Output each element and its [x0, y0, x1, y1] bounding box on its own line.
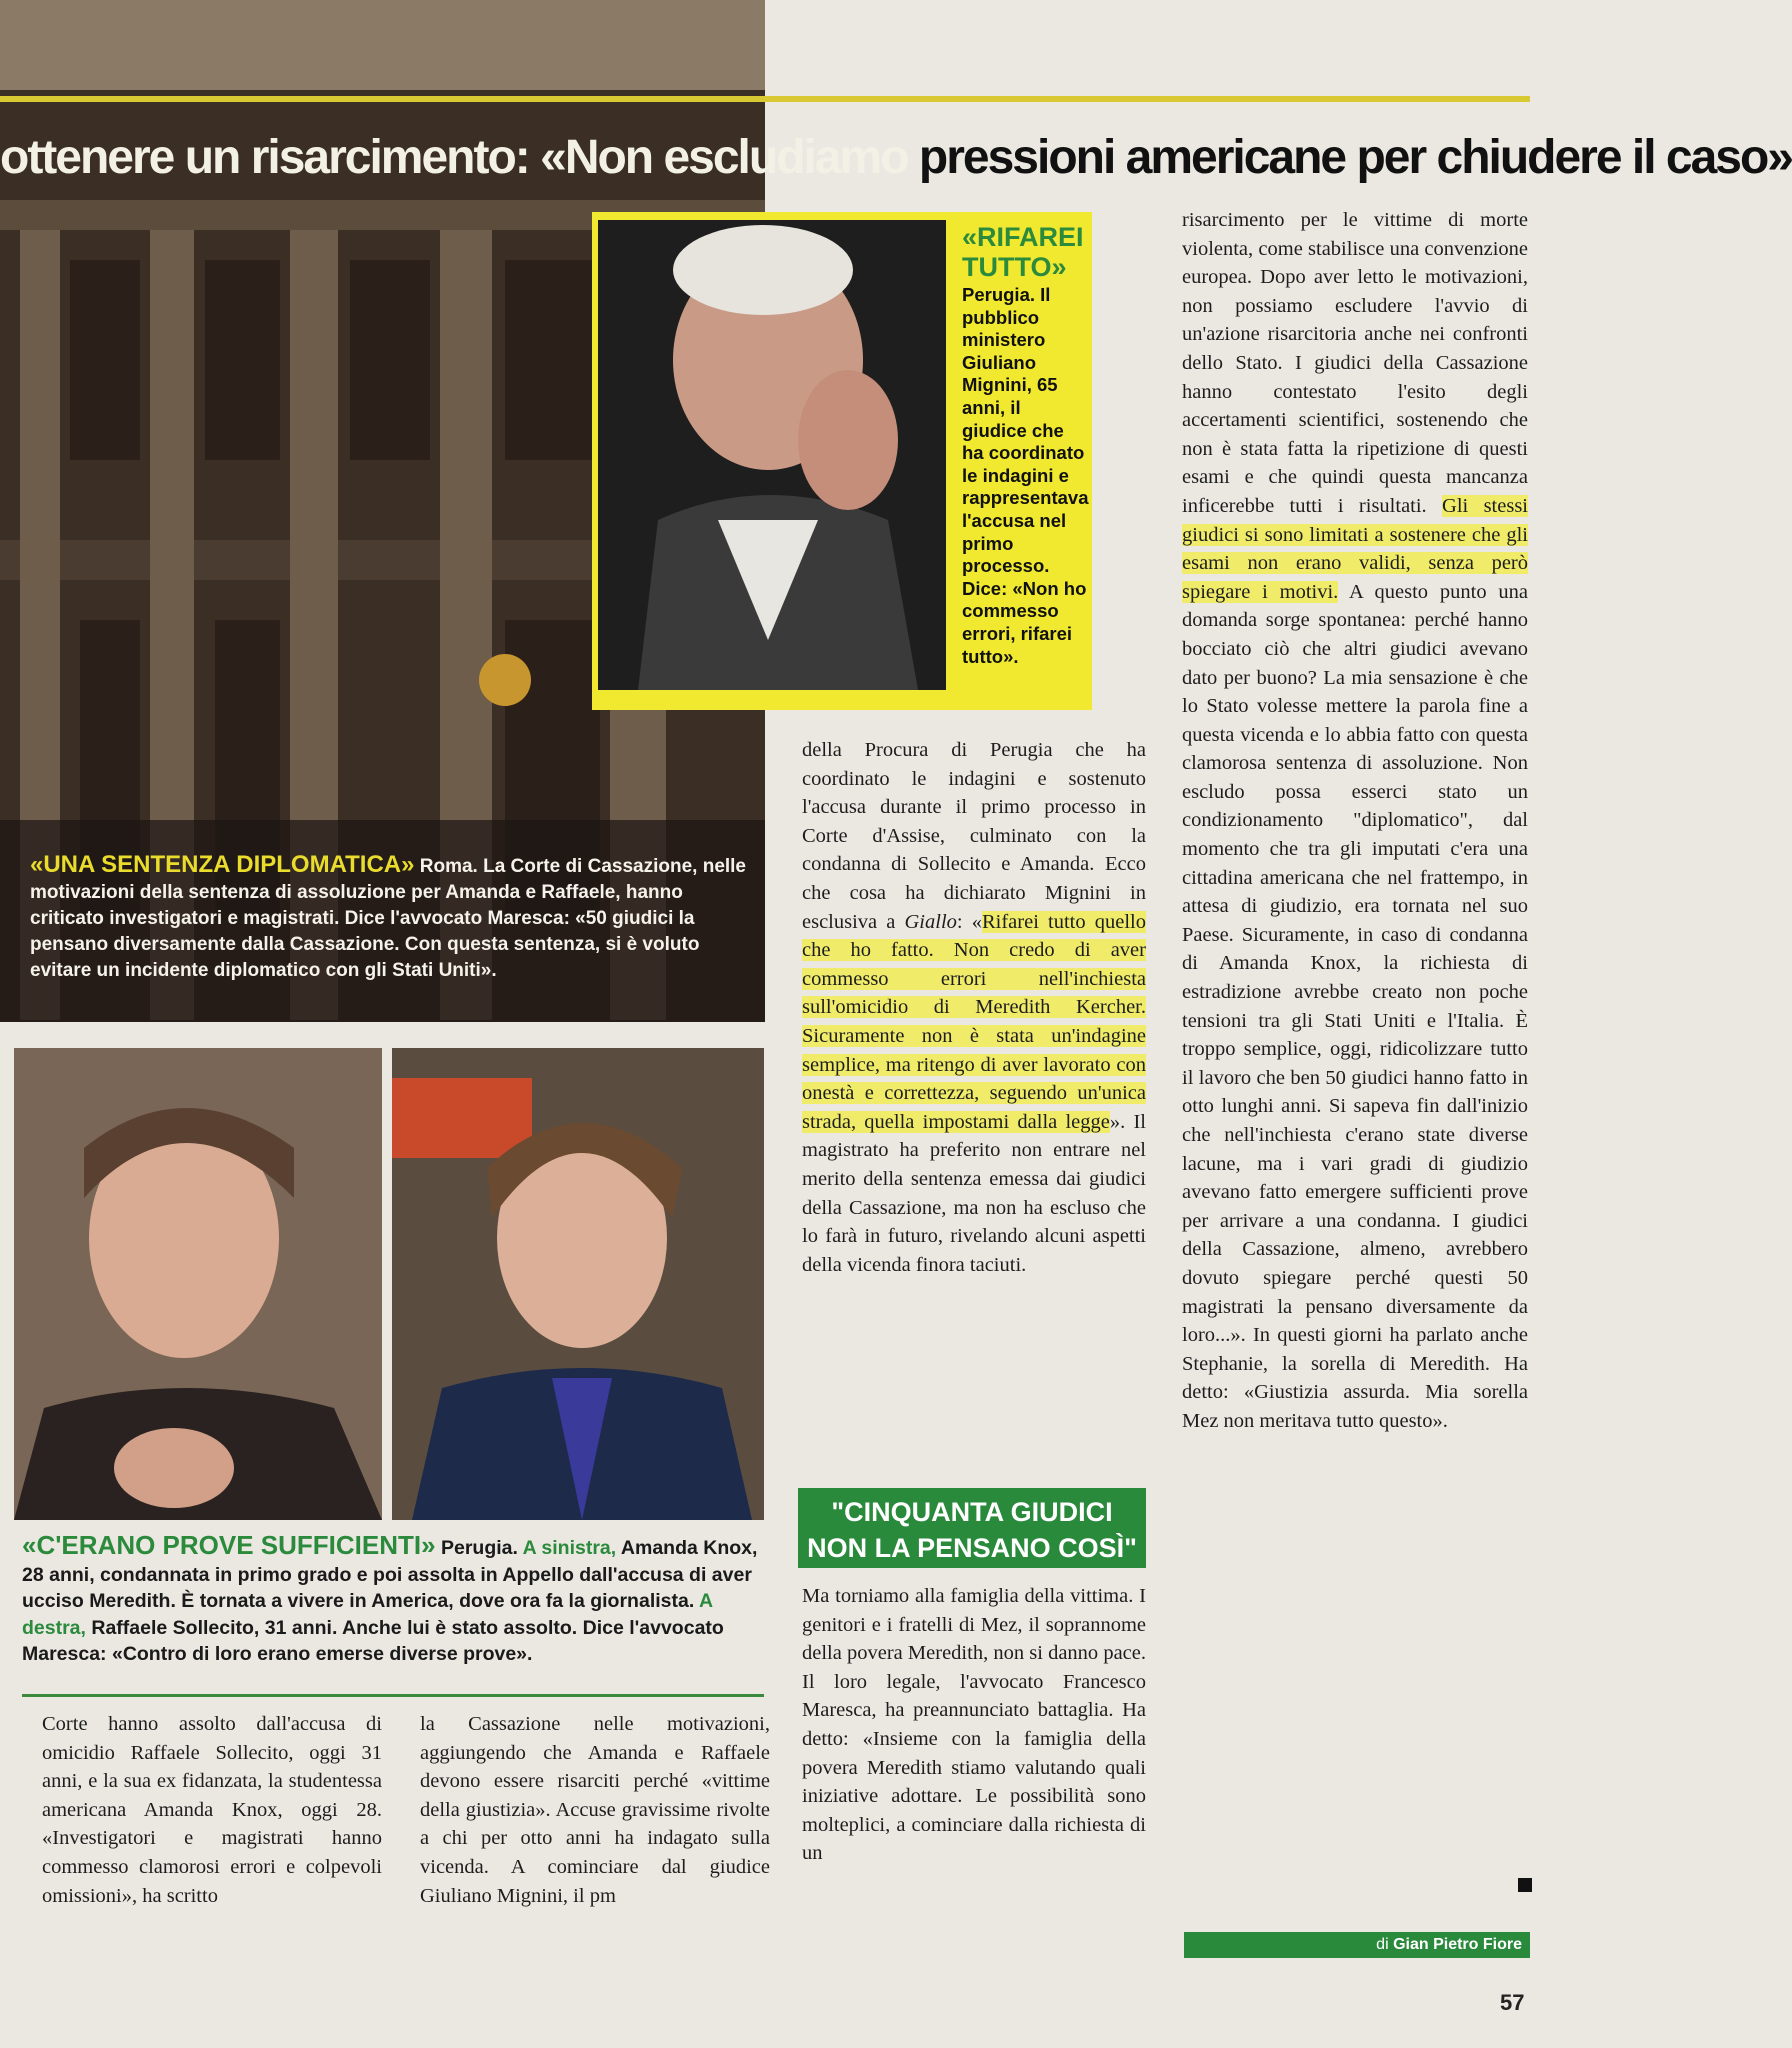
portraits-kicker: «C'ERANO PROVE SUFFICIENTI»: [22, 1530, 436, 1560]
headline-part-a: ottenere un risarcimento: «Non escludiamo: [0, 131, 908, 184]
judges-highlight: Gli stessi giudici si sono limitati a sostenere che gli esami non erano validi, senza però spiegare i motivi.: [1182, 494, 1528, 603]
col4-post: A questo punto una domanda sorge spontanea: perché hanno bocciato ciò che altri giudici avevano dato per buono? La mia sensazione è che lo Stato volesse mettere la parola fine a questa vicenda e lo abbia fatto con questa clamorosa sentenza di assoluzione. Non escludo possa esserci stato un condizionamento "diplomatico", dal momento che tra gli imputati c'era una cittadina americana che nel frattempo, in attesa di giudizio, era tornata nel suo Paese. Sicuramente, in caso di condanna di Amanda Knox, la richiesta di estradizione avrebbe creato non poche tensioni tra gli Stati Uniti e l'Italia. È troppo semplice, oggi, ridicolizzare tutto il lavoro che ben 50 giudici hanno fatto in otto lunghi anni. Si sapeva fin dall'inizio che nell'inchiesta c'erano state diverse lacune, ma i vari gradi di giudizio avevano fatto emergere sufficienti prove per arrivare a una condanna. I giudici della Cassazione, almeno, avrebbero dovuto spiegare perché questi 50 magistrati la pensano diversamente da loro...». In questi giorni ha parlato anche Stephanie, la sorella di Meredith. Ha detto: «Giustizia assurda. Mia sorella Mez non meritava tutto questo».: [1182, 580, 1528, 1432]
mignini-caption: [962, 222, 1090, 668]
left-text: Amanda Knox, 28 anni, condannata in primo grado e poi assolta in Appello dall'accusa di aver ucciso Meredith. È tornata a vivere in America, dove ora fa la giornalista.: [22, 1537, 758, 1612]
mignini-kicker: «RIFAREI TUTTO»: [962, 222, 1084, 282]
amanda-knox-photo: [14, 1048, 382, 1520]
col4-pre: risarcimento per le vittime di morte violenta, come stabilisce una convenzione europea. Dopo aver letto le motivazioni, non possiamo escludere l'avvio di un'azione risarcitoria anche nei confronti dello Stato. I giudici della Cassazione hanno contestato l'esito degli accertamenti scientifici, sostenendo che non è stata fatta la ripetizione di questi esami e che quindi questa mancanza inficerebbe tutti i risultati.: [1182, 209, 1528, 517]
col3-post: ». Il magistrato ha preferito non entrare nel merito della sentenza emessa dai giudici della Cassazione, ma non ha escluso che lo farà in futuro, rivelando alcuni aspetti della vicenda finora taciuti.: [802, 1110, 1147, 1276]
mignini-caption-text: Perugia. Il pubblico ministero Giuliano Mignini, 65 anni, il giudice che ha coordinato le indagini e rappresentava l'accusa nel primo processo. Dice: «Non ho commesso errori, rifarei tutto».: [962, 284, 1089, 667]
portraits-lead: Perugia.: [435, 1537, 523, 1559]
portraits-caption: [22, 1532, 762, 1668]
headline-part-b: pressioni americane per chiudere il caso»: [907, 131, 1792, 184]
caption-kicker: «UNA SENTENZA DIPLOMATICA»: [30, 851, 415, 878]
page-number: 57: [1500, 1990, 1525, 2015]
raffaele-illustration: [392, 1048, 764, 1520]
byline-prefix: di: [1376, 1936, 1394, 1953]
article-column-3: [802, 736, 1146, 1279]
building-photo-caption: [30, 852, 755, 984]
top-yellow-rule: [0, 96, 1530, 102]
mignini-portrait-photo: [598, 220, 946, 690]
left-label: A sinistra,: [522, 1537, 617, 1559]
article-column-2: la Cassazione nelle motivazioni, aggiungendo che Amanda e Raffaele devono essere risarciti perché «vittime della giustizia». Accuse gravissime rivolte a chi per otto anni ha indagato sulla vicenda. A cominciare dal giudice Giuliano Mignini, il pm: [420, 1713, 770, 1907]
article-column-3-bottom: Ma torniamo alla famiglia della vittima. I genitori e i fratelli di Mez, il soprannome della povera Meredith, non si danno pace. Il loro legale, l'avvocato Francesco Maresca, ha preannunciato battaglia. Ha detto: «Insieme con la famiglia della povera Meredith stiamo valutando quali iniziative adottare. Le possibilità sono molteplici, a cominciare dalla richiesta di un: [802, 1585, 1146, 1865]
magazine-name: Giallo: [904, 910, 957, 933]
article-end-mark: [1518, 1878, 1532, 1892]
right-label: A destra,: [22, 1590, 713, 1639]
col3-pre: della Procura di Perugia che ha coordinato le indagini e sostenuto l'accusa durante il primo processo in Corte d'Assise, culminato con la condanna di Sollecito e Amanda. Ecco che cosa ha dichiarato Mignini in esclusiva a: [802, 739, 1146, 933]
byline: [1184, 1932, 1530, 1958]
col3-mid: : «: [956, 910, 982, 933]
article-column-4: [1182, 206, 1528, 1436]
caption-green-rule: [22, 1694, 764, 1697]
byline-author: Gian Pietro Fiore: [1393, 1936, 1522, 1953]
portrait-illustration: [598, 220, 946, 690]
page-headline: [0, 128, 1792, 188]
article-column-1: Corte hanno assolto dall'accusa di omicidio Raffaele Sollecito, oggi 31 anni, e la sua ex fidanzata, la studentessa americana Amanda Knox, oggi 28. «Investigatori e magistrati hanno commesso clamorosi errori e colpevoli omissioni», ha scritto: [42, 1713, 382, 1907]
section-subhead: "CINQUANTA GIUDICI NON LA PENSANO COSÌ": [798, 1488, 1146, 1568]
mignini-quote-highlight: Rifarei tutto quello che ho fatto. Non credo di aver commesso errori nell'inchiesta sull'omicidio di Meredith Kercher. Sicuramente non è stata un'indagine semplice, ma ritengo di aver lavorato con onestà e correttezza, seguendo un'unica strada, quella impostami dalla legge: [802, 910, 1146, 1133]
amanda-illustration: [14, 1048, 382, 1520]
caption-text: Roma. La Corte di Cassazione, nelle motivazioni della sentenza di assoluzione per Amanda e Raffaele, hanno criticato investigatori e magistrati. Dice l'avvocato Maresca: «50 giudici la pensano diversamente dalla Cassazione. Con questa sentenza, si è voluto evitare un incidente diplomatico con gli Stati Uniti».: [30, 856, 747, 981]
right-text: Raffaele Sollecito, 31 anni. Anche lui è stato assolto. Dice l'avvocato Maresca: «Contro di loro erano emerse diverse prove».: [22, 1616, 724, 1665]
raffaele-sollecito-photo: [392, 1048, 764, 1520]
